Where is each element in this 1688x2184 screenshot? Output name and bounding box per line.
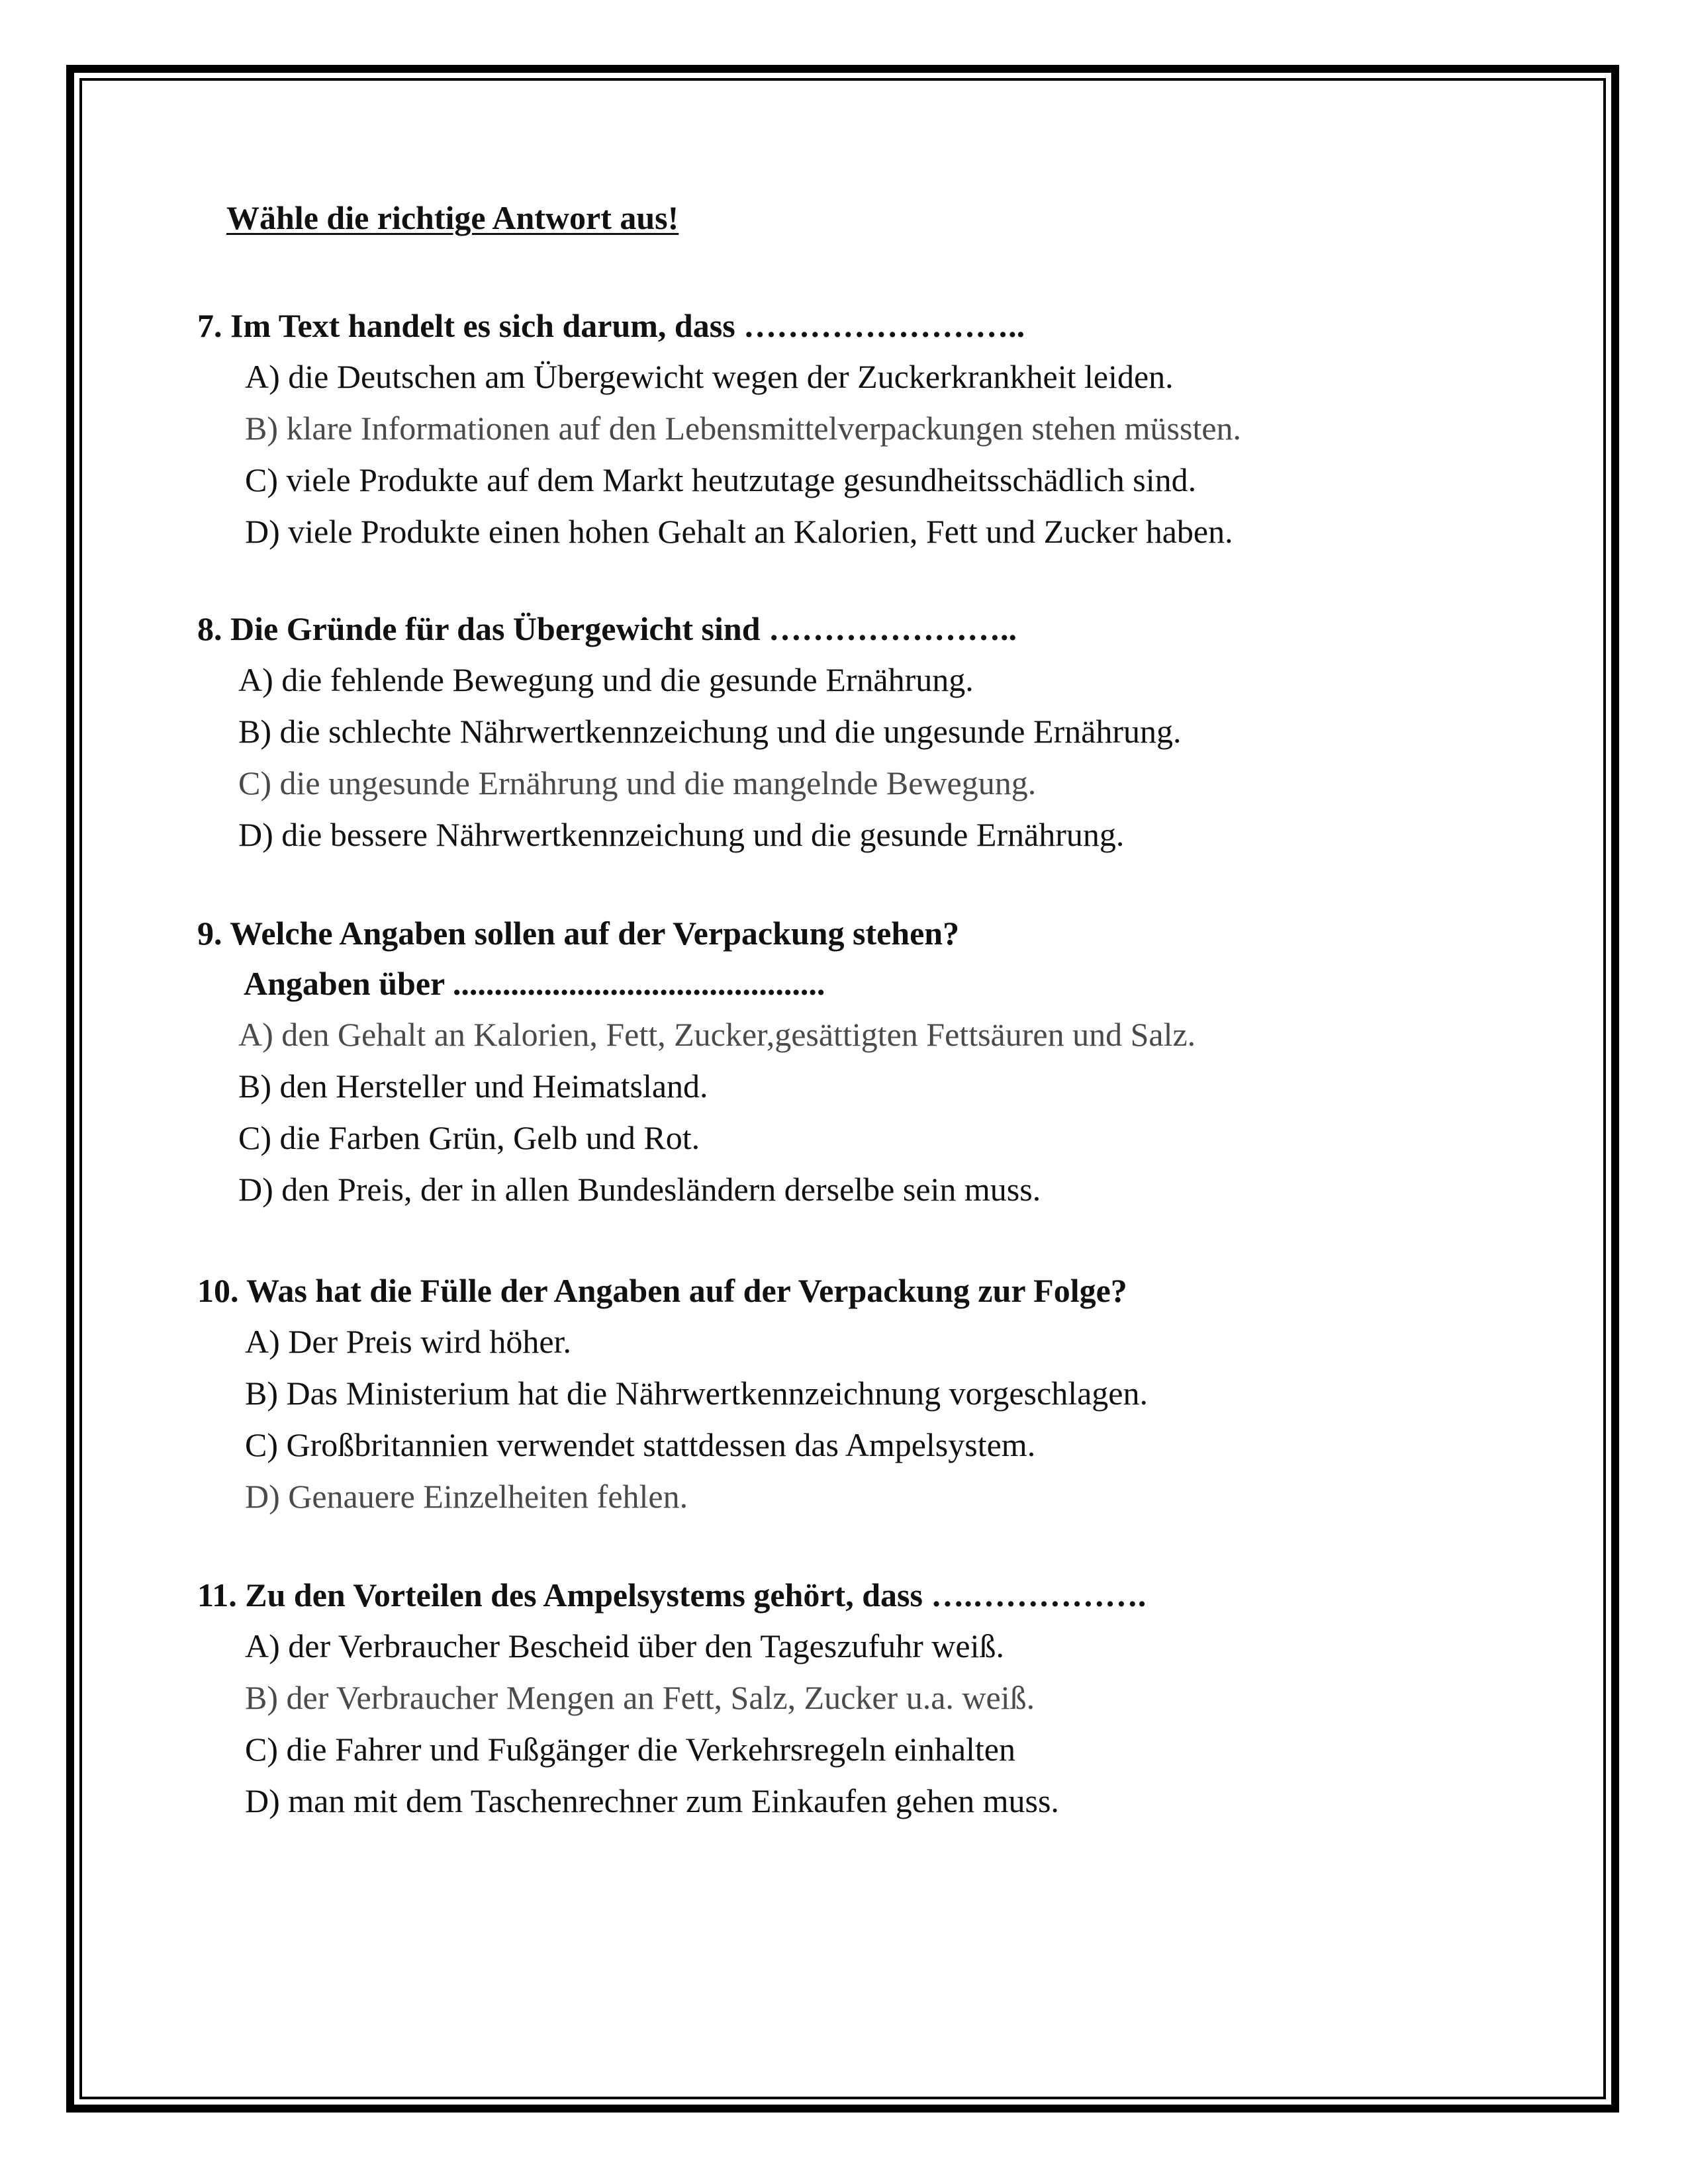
option-d: D) den Preis, der in allen Bundesländern derselbe sein muss. — [238, 1171, 1041, 1208]
option-a: A) die Deutschen am Übergewicht wegen der Zuckerkrankheit leiden. — [245, 358, 1174, 395]
option-b: B) der Verbraucher Mengen an Fett, Salz, Zucker u.a. weiß. — [245, 1679, 1035, 1716]
question-title: 9. Welche Angaben sollen auf der Verpackung stehen? — [197, 915, 960, 952]
option-a: A) die fehlende Bewegung und die gesunde Ernährung. — [238, 661, 974, 698]
question-title: 10. Was hat die Fülle der Angaben auf der Verpackung zur Folge? — [197, 1272, 1127, 1309]
option-a: A) Der Preis wird höher. — [245, 1323, 571, 1360]
option-d: D) man mit dem Taschenrechner zum Einkaufen gehen muss. — [245, 1782, 1059, 1819]
question-subtitle: Angaben über ............................................. — [244, 965, 825, 1002]
option-b: B) klare Informationen auf den Lebensmittelverpackungen stehen müssten. — [245, 410, 1242, 447]
question-title: 8. Die Gründe für das Übergewicht sind ………………….. — [197, 610, 1017, 647]
option-c: C) die Fahrer und Fußgänger die Verkehrsregeln einhalten — [245, 1731, 1015, 1768]
instruction-heading: Wähle die richtige Antwort aus! — [226, 199, 679, 236]
option-c: C) die Farben Grün, Gelb und Rot. — [238, 1119, 700, 1156]
option-d: D) die bessere Nährwertkennzeichung und die gesunde Ernährung. — [238, 816, 1125, 853]
option-c: C) Großbritannien verwendet stattdessen das Ampelsystem. — [245, 1426, 1036, 1463]
option-d: D) viele Produkte einen hohen Gehalt an Kalorien, Fett und Zucker haben. — [245, 513, 1233, 550]
question-10 — [197, 1265, 1561, 1522]
question-title: 11. Zu den Vorteilen des Ampelsystems gehört, dass ….……………. — [197, 1576, 1147, 1614]
option-a: A) der Verbraucher Bescheid über den Tageszufuhr weiß. — [245, 1627, 1004, 1664]
option-b: B) den Hersteller und Heimatsland. — [238, 1068, 708, 1105]
question-8 — [197, 604, 1561, 860]
option-a: A) den Gehalt an Kalorien, Fett, Zucker,gesättigten Fettsäuren und Salz. — [238, 1016, 1196, 1053]
option-c: C) die ungesunde Ernährung und die mangelnde Bewegung. — [238, 764, 1037, 801]
option-d: D) Genauere Einzelheiten fehlen. — [245, 1478, 688, 1515]
option-c: C) viele Produkte auf dem Markt heutzutage gesundheitsschädlich sind. — [245, 461, 1197, 498]
question-7 — [197, 300, 1561, 557]
question-9 — [197, 908, 1561, 1215]
question-title: 7. Im Text handelt es sich darum, dass …………………….. — [197, 307, 1025, 344]
option-b: B) die schlechte Nährwertkennzeichung und die ungesunde Ernährung. — [238, 713, 1182, 750]
question-11 — [197, 1570, 1561, 1827]
option-b: B) Das Ministerium hat die Nährwertkennzeichnung vorgeschlagen. — [245, 1375, 1148, 1412]
